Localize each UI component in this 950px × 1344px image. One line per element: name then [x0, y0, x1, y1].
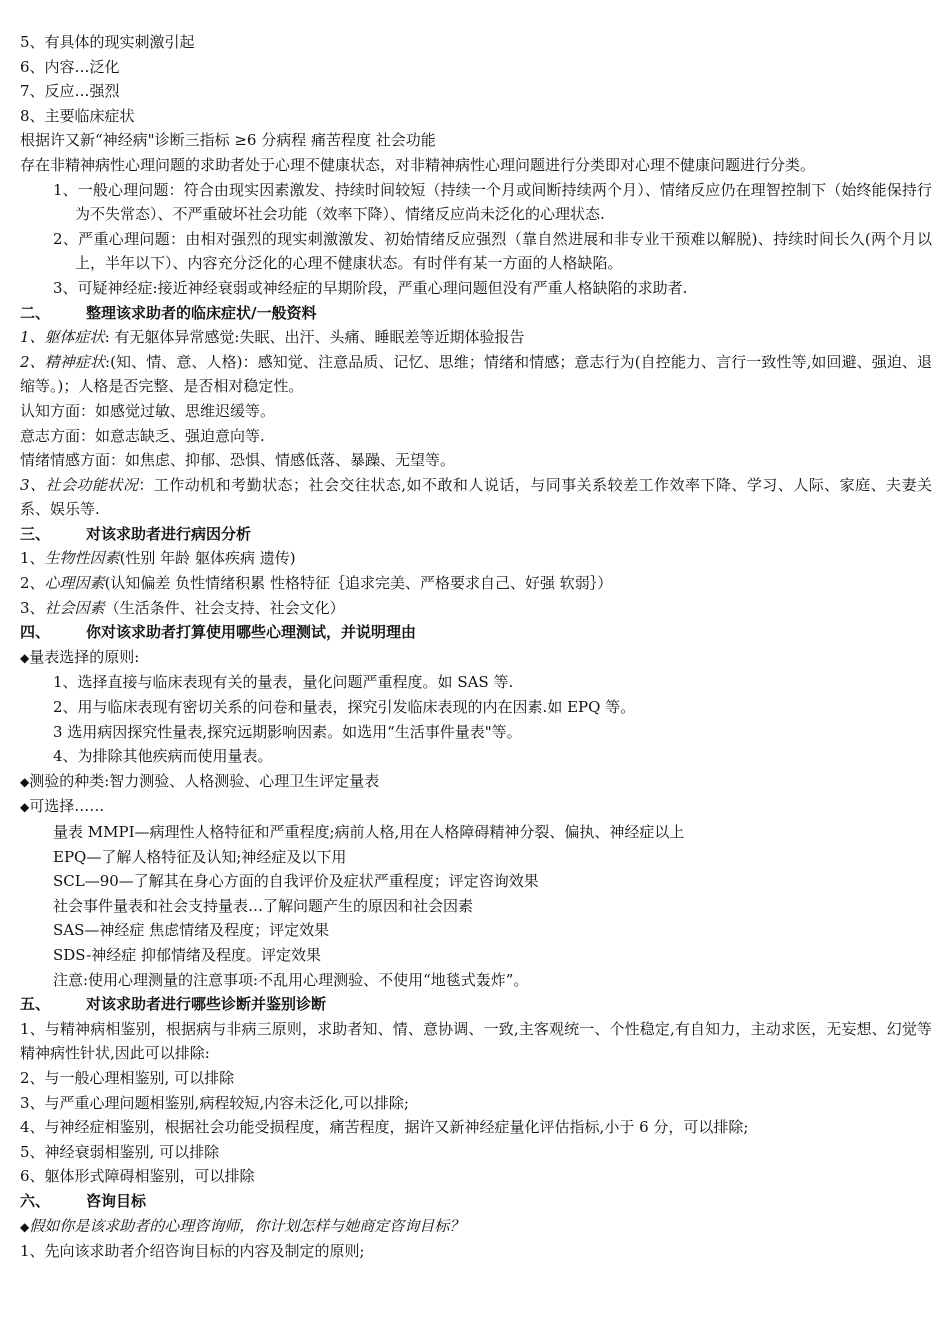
section-title: 你对该求助者打算使用哪些心理测试，并说明理由: [86, 623, 417, 642]
text-line: 6、躯体形式障碍相鉴别，可以排除: [20, 1167, 255, 1186]
paragraph: 1、与精神病相鉴别，根据病与非病三原则，求助者知、情、意协调、一致,主客观统一、个性稳定,有自知力，主动求医，无妄想、幻觉等精神病性针状,因此可以排除:: [20, 1019, 932, 1063]
diamond-bullet-icon: ◆: [20, 1219, 30, 1234]
section-heading: [20, 522, 932, 547]
text-line: 3 选用病因探究性量表,探究远期影响因素。如选用“生活事件量表"等。: [53, 722, 522, 741]
text-line: 认知方面：如感觉过敏、思维迟缓等。: [20, 401, 276, 420]
text-line: SDS-神经症 抑郁情绪及程度。评定效果: [53, 945, 321, 964]
text-line: 7、反应…强烈: [20, 82, 120, 101]
symptom-item: [20, 350, 932, 399]
cause-item: [20, 571, 932, 596]
cause-item: [20, 546, 932, 571]
paragraph: 1、一般心理问题：符合由现实因素激发、持续时间较短（持续一个月或间断持续两个月）、情绪反应仍在理智控制下（始终能保持行为不失常态）、不严重破坏社会功能（效率下降）、情绪反应尚未泛化的心理状态.: [53, 180, 932, 224]
text-line: 根据许又新“神经病"诊断三指标 ≥6 分病程 痛苦程度 社会功能: [20, 131, 436, 150]
intro-lines: [20, 30, 932, 178]
item-text: (性别 年龄 躯体疾病 遗传): [119, 549, 296, 568]
section-title: 对该求助者进行病因分析: [86, 524, 252, 543]
section-title: 咨询目标: [86, 1191, 147, 1210]
paragraph: 2、严重心理问题：由相对强烈的现实刺激激发、初始情绪反应强烈（靠自然进展和非专业干预难以解脱)、持续时间长久(两个月以上，半年以下）、内容充分泛化的心理不健康状态。有时伴有某一方面的人格缺陷。: [53, 229, 932, 273]
section-number: 五、: [20, 995, 51, 1014]
problem-types: [20, 178, 932, 301]
section-title: 对该求助者进行哪些诊断并鉴别诊断: [86, 995, 327, 1014]
section-number: 六、: [20, 1191, 51, 1210]
document-page: [20, 30, 932, 1264]
diamond-bullet-icon: ◆: [20, 650, 30, 665]
bullet-line: [20, 645, 932, 671]
text-line: 量表 MMPI—病理性人格特征和严重程度;病前人格,用在人格障碍精神分裂、偏执、神经症以上: [53, 823, 685, 841]
text-line: 3、与严重心理问题相鉴别,病程较短,内容未泛化,可以排除;: [20, 1093, 409, 1112]
bullet-line: [20, 769, 932, 795]
cause-item: [20, 596, 932, 621]
text-line: SAS—神经症 焦虑情绪及程度；评定效果: [53, 921, 330, 940]
section-number: 四、: [20, 623, 51, 642]
item-number: 2、: [20, 574, 45, 593]
bullet-text: 可选择……: [29, 797, 105, 816]
text-line: 5、神经衰弱相鉴别, 可以排除: [20, 1142, 220, 1161]
symptom-item: [20, 473, 932, 522]
section-title: 整理该求助者的临床症状/一般资料: [86, 303, 317, 322]
item-text: (认知偏差 负性情绪积累 性格特征｛追求完美、严格要求自己、好强 软弱｝）: [104, 574, 613, 593]
item-number: 2、: [20, 352, 45, 371]
paragraph: 3、可疑神经症:接近神经衰弱或神经症的早期阶段，严重心理问题但没有严重人格缺陷的求助者.: [53, 278, 688, 297]
item-label: 躯体症状: [44, 328, 105, 347]
diamond-bullet-icon: ◆: [20, 774, 30, 789]
bullet-text: 假如你是该求助者的心理咨询师，你计划怎样与她商定咨询目标？: [29, 1216, 465, 1235]
text-line: 情绪情感方面：如焦虑、抑郁、恐惧、情感低落、暴躁、无望等。: [20, 451, 456, 470]
text-line: 存在非精神病性心理问题的求助者处于心理不健康状态，对非精神病性心理问题进行分类即对心理不健康问题进行分类。: [20, 155, 816, 174]
item-text: ：工作动机和考勤状态；社会交往状态,如不敢和人说话，与同事关系较差工作效率下降、学习、人际、家庭、夫妻关系、娱乐等.: [20, 475, 932, 519]
text-line: 1、选择直接与临床表现有关的量表，量化问题严重程度。如 SAS 等.: [53, 673, 514, 692]
text-line: 2、与一般心理相鉴别, 可以排除: [20, 1068, 235, 1087]
item-label: 精神症状: [44, 352, 106, 371]
section-heading: [20, 992, 932, 1017]
text-line: SCL—90—了解其在身心方面的自我评价及症状严重程度；评定咨询效果: [53, 872, 539, 891]
bullet-text: 测验的种类:智力测验、人格测验、心理卫生评定量表: [29, 771, 380, 790]
symptom-item: [20, 325, 932, 350]
text-line: 8、主要临床症状: [20, 106, 135, 125]
item-text: : 有无躯体异常感觉:失眠、出汗、头痛、睡眠差等近期体验报告: [104, 328, 525, 347]
item-label: 社会因素: [44, 598, 105, 617]
item-number: 1、: [20, 549, 45, 568]
text-line: EPQ—了解人格特征及认知;神经症及以下用: [53, 847, 347, 866]
text-line: 4、为排除其他疾病而使用量表。: [53, 747, 273, 766]
item-text: （生活条件、社会支持、社会文化）: [104, 598, 345, 617]
item-label: 社会功能状况: [45, 475, 139, 494]
section-heading: [20, 620, 932, 645]
item-text: :(知、情、意、人格)：感知觉、注意品质、记忆、思维；情绪和情感；意志行为(自控能力、言行一致性等,如回避、强迫、退缩等。)；人格是否完整、是否相对稳定性。: [20, 352, 932, 396]
section-number: 三、: [20, 524, 51, 543]
bullet-line: [20, 1214, 932, 1240]
diamond-bullet-icon: ◆: [20, 800, 30, 815]
text-line: 2、用与临床表现有密切关系的问卷和量表，探究引发临床表现的内在因素.如 EPQ 等。: [53, 698, 636, 717]
item-number: 3、: [20, 598, 45, 617]
section-number: 二、: [20, 303, 51, 322]
text-line: 1、先向该求助者介绍咨询目标的内容及制定的原则;: [20, 1242, 365, 1261]
bullet-text: 量表选择的原则:: [29, 647, 140, 666]
item-number: 1、: [20, 328, 45, 347]
section-heading: [20, 1189, 932, 1214]
text-line: 6、内容…泛化: [20, 57, 120, 76]
bullet-line: [20, 794, 932, 820]
text-line: 4、与神经症相鉴别，根据社会功能受损程度，痛苦程度，据许又新神经症量化评估指标,小于 6 分，可以排除;: [20, 1118, 749, 1137]
text-line: 意志方面：如意志缺乏、强迫意向等.: [20, 426, 265, 445]
text-line: 社会事件量表和社会支持量表…了解问题产生的原因和社会因素: [53, 896, 474, 915]
text-line: 5、有具体的现实刺激引起: [20, 33, 195, 51]
section-heading: [20, 301, 932, 326]
item-label: 生物性因素: [44, 549, 120, 568]
item-label: 心理因素: [44, 574, 105, 593]
item-number: 3、: [20, 475, 46, 494]
text-line: 注意:使用心理测量的注意事项:不乱用心理测验、不使用“地毯式轰炸”。: [53, 970, 529, 989]
